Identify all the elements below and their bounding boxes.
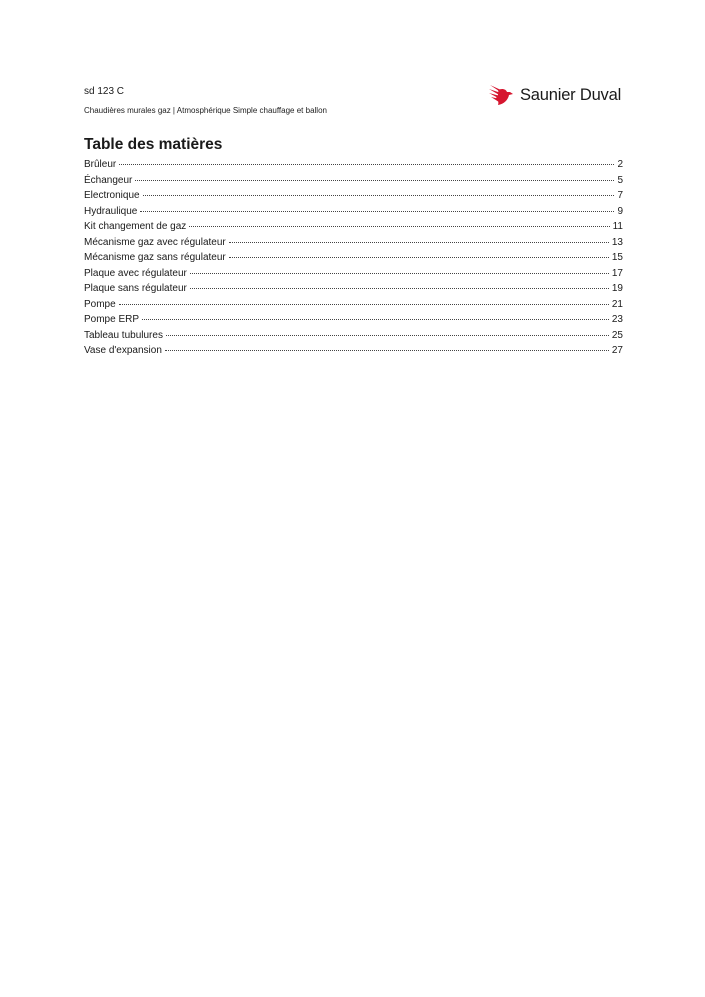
toc-entry[interactable]: [84, 204, 623, 220]
dot-leader: [135, 180, 614, 181]
toc-entry-page: 15: [611, 252, 623, 263]
toc-entry-page: 25: [611, 329, 623, 341]
table-of-contents: [84, 157, 623, 359]
dot-leader: [190, 288, 609, 289]
toc-entry-page: 5: [617, 174, 623, 186]
toc-entry[interactable]: [84, 328, 623, 344]
toc-entry[interactable]: [84, 297, 623, 313]
toc-entry-page: 9: [617, 205, 623, 217]
toc-entry-label: Pompe ERP: [84, 314, 140, 325]
document-header: [84, 86, 327, 116]
toc-entry-label: Kit changement de gaz: [84, 221, 187, 232]
toc-entry-label: Hydraulique: [84, 205, 138, 217]
toc-entry[interactable]: [84, 312, 623, 328]
dot-leader: [166, 335, 609, 336]
toc-entry-label: Tableau tubulures: [84, 329, 163, 341]
dot-leader: [119, 164, 614, 165]
toc-entry-label: Plaque sans régulateur: [84, 283, 187, 294]
toc-entry[interactable]: [84, 343, 623, 359]
toc-entry[interactable]: [84, 157, 623, 173]
toc-entry-label: Brûleur: [84, 159, 117, 170]
dot-leader: [143, 195, 615, 196]
toc-title: Table des matières: [84, 136, 223, 153]
dot-leader: [189, 226, 609, 227]
toc-entry[interactable]: [84, 188, 623, 204]
dot-leader: [119, 304, 609, 305]
toc-entry-page: 11: [612, 221, 623, 232]
dot-leader: [229, 242, 609, 243]
toc-entry-label: Electronique: [84, 190, 140, 201]
toc-entry[interactable]: [84, 173, 623, 189]
brand-logo: [489, 83, 621, 107]
toc-entry-page: 13: [611, 236, 623, 248]
model-name: sd 123 C: [84, 86, 125, 97]
toc-entry-page: 7: [617, 190, 623, 201]
toc-entry[interactable]: [84, 281, 623, 297]
toc-entry-label: Plaque avec régulateur: [84, 267, 187, 279]
dot-leader: [190, 273, 609, 274]
toc-entry-page: 21: [611, 298, 623, 310]
dot-leader: [229, 257, 609, 258]
brand-name: Saunier Duval: [520, 85, 622, 104]
toc-entry[interactable]: [84, 219, 623, 235]
toc-entry-label: Échangeur: [84, 174, 133, 186]
bird-icon: [489, 83, 515, 107]
toc-entry-page: 27: [611, 345, 623, 356]
dot-leader: [142, 319, 609, 320]
toc-entry-label: Vase d'expansion: [84, 345, 162, 356]
toc-entry-label: Mécanisme gaz avec régulateur: [84, 236, 226, 248]
toc-entry-label: Mécanisme gaz sans régulateur: [84, 252, 226, 263]
dot-leader: [165, 350, 609, 351]
toc-entry[interactable]: [84, 235, 623, 251]
document-subtitle: Chaudières murales gaz | Atmosphérique Simple chauffage et ballon: [84, 106, 327, 115]
toc-entry-label: Pompe: [84, 298, 116, 310]
toc-entry-page: 17: [611, 267, 623, 279]
dot-leader: [140, 211, 614, 212]
toc-entry-page: 2: [617, 159, 623, 170]
toc-entry[interactable]: [84, 250, 623, 266]
toc-entry-page: 23: [611, 314, 623, 325]
toc-entry[interactable]: [84, 266, 623, 282]
toc-entry-page: 19: [611, 283, 623, 294]
